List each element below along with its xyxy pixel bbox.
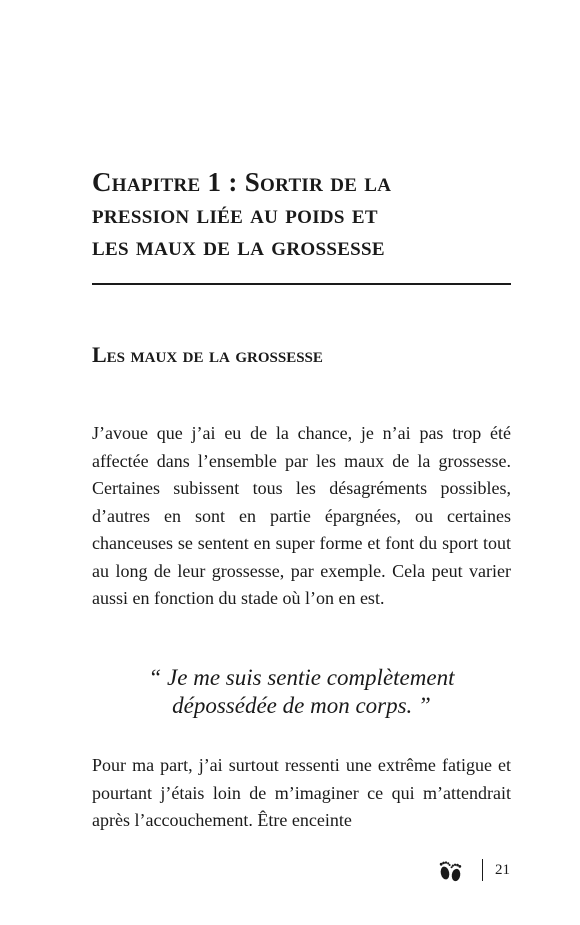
section-title: Les maux de la grossesse: [92, 342, 323, 367]
pull-quote-line-1: “ Je me suis sentie complètement: [148, 665, 455, 690]
chapter-title-line-2: pression liée au poids et: [92, 199, 378, 229]
chapter-title-line-3: les maux de la grossesse: [92, 231, 385, 261]
pull-quote: [92, 664, 511, 720]
pull-quote-line-2: dépossédée de mon corps. ”: [172, 693, 431, 718]
body-paragraph-1: J’avoue que j’ai eu de la chance, je n’ai pas trop été affectée dans l’ensemble par les maux de la grossesse. Certaines subissent tous les désagréments possibles, d’autres en sont en partie épargnées, ou certaines chanceuses se sentent en super forme et font du sport tout au long de leur grossesse, par exemple. Cela peut varier aussi en fonction du stade où l’on en est.: [92, 423, 511, 608]
page-number-separator: [482, 859, 483, 881]
chapter-title-line-1: Chapitre 1 : Sortir de la: [92, 167, 392, 197]
chapter-title: [92, 166, 522, 262]
page-footer: [438, 856, 510, 884]
baby-feet-icon: [438, 858, 464, 882]
page-number: 21: [495, 861, 510, 878]
body-paragraph-2: Pour ma part, j’ai surtout ressenti une extrême fatigue et pourtant j’étais loin de m’imaginer ce qui m’attendrait après l’accouchement. Être enceinte: [92, 755, 511, 830]
chapter-divider: [92, 283, 511, 285]
